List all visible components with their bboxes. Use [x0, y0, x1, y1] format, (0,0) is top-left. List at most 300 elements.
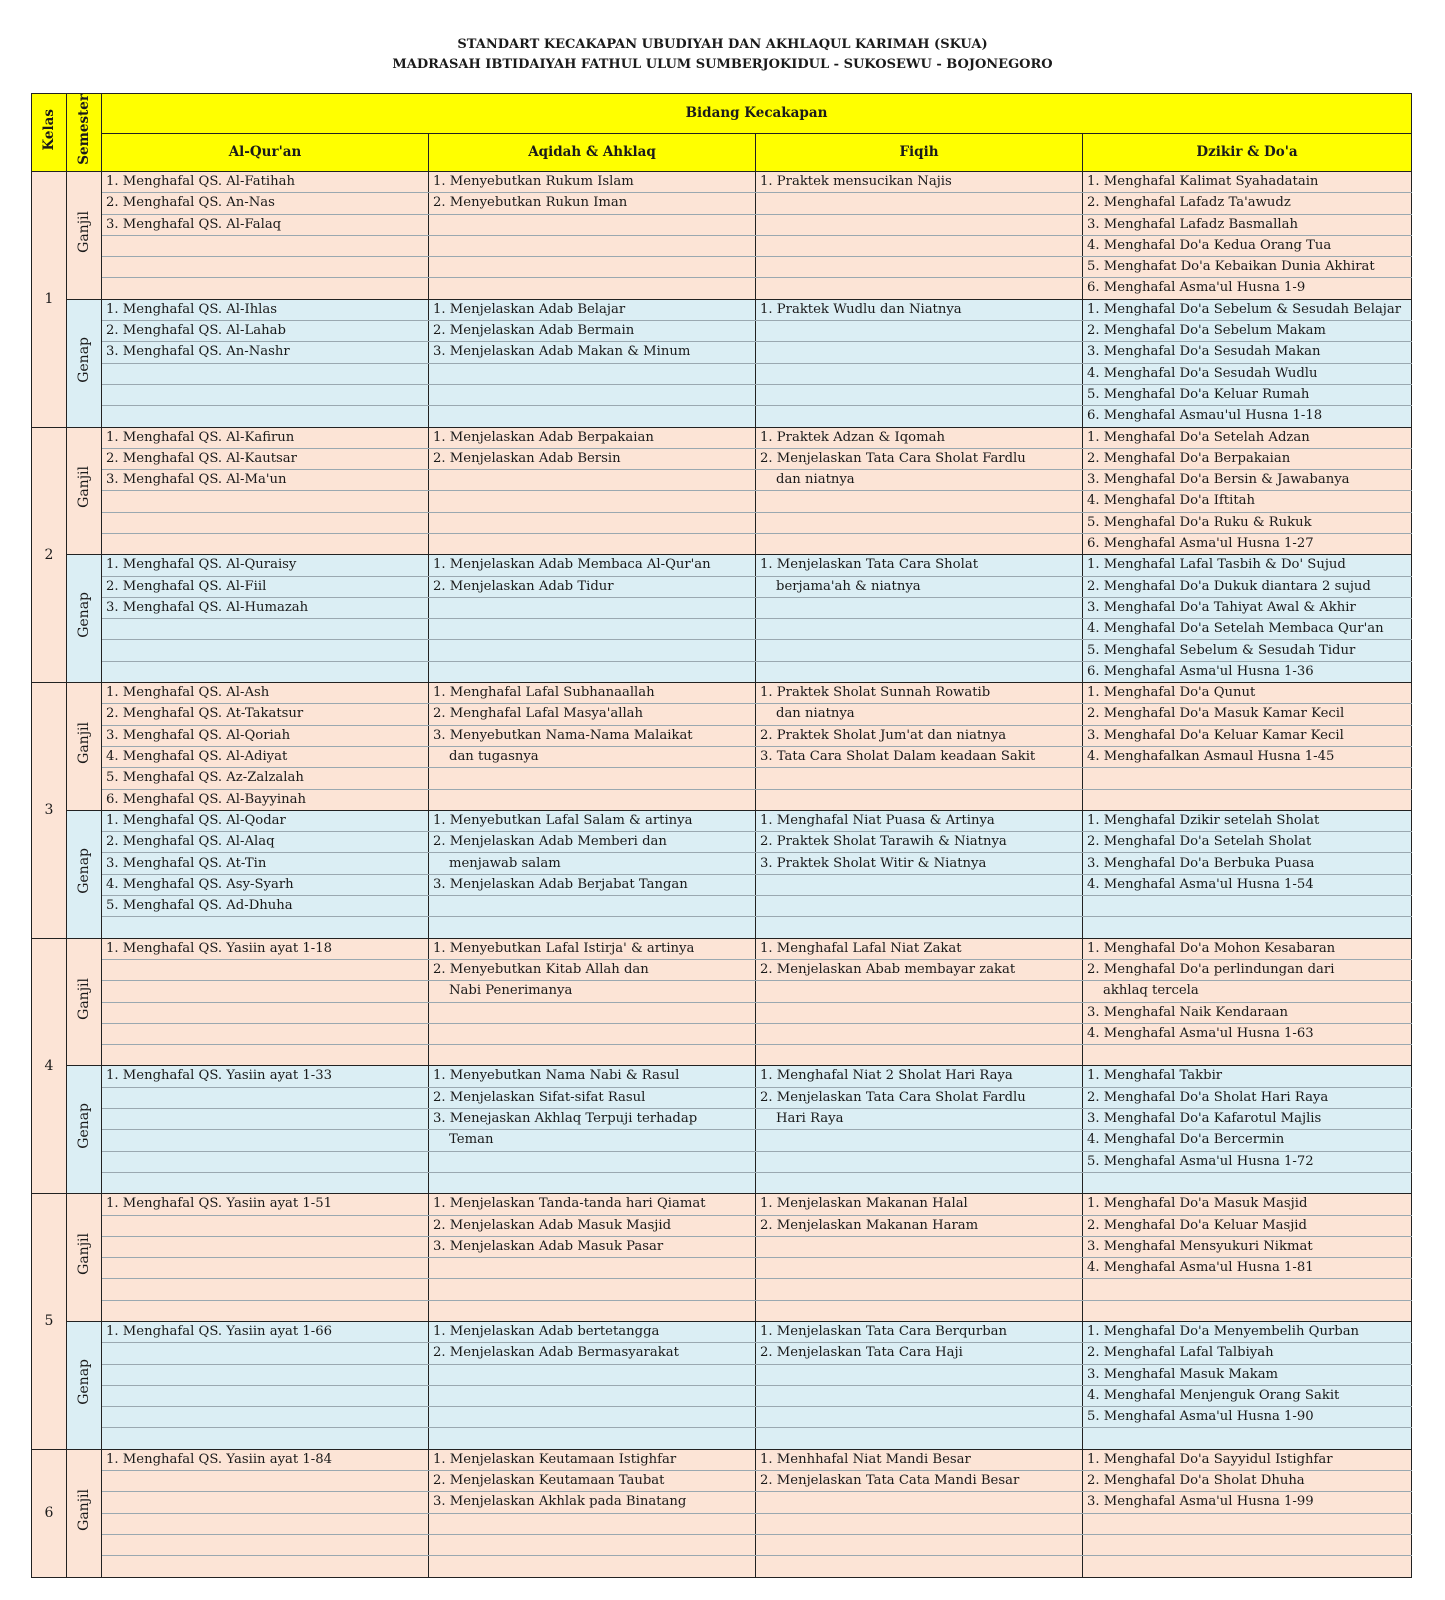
semester-label: Ganjil: [75, 1233, 92, 1275]
cell-fiqih: [756, 768, 1083, 789]
cell-fiqih: [756, 1130, 1083, 1151]
cell-fiqih: [756, 1045, 1083, 1066]
table-row: [32, 768, 1412, 789]
cell-aqidah: [429, 384, 756, 405]
semester-label: Genap: [75, 336, 92, 383]
cell-dzikir: 3. Menghafal Do'a Tahiyat Awal & Akhir: [1083, 597, 1412, 618]
column-header-dzikir: Dzikir & Do'a: [1083, 134, 1412, 172]
cell-fiqih: [756, 193, 1083, 214]
cell-fiqih: [756, 406, 1083, 427]
cell-dzikir: 5. Menghafal Sebelum & Sesudah Tidur: [1083, 640, 1412, 661]
semester-label: Genap: [75, 592, 92, 638]
semester-cell: [67, 1449, 102, 1577]
cell-aqidah: 1. Menjelaskan Adab Membaca Al-Qur'an: [429, 555, 756, 576]
cell-alquran: 6. Menghafal QS. Al-Bayyinah: [102, 789, 429, 810]
cell-fiqih: [756, 789, 1083, 810]
cell-alquran: [102, 1364, 429, 1385]
cell-alquran: [102, 534, 429, 555]
cell-fiqih: 1. Menjelaskan Tata Cara Berqurban: [756, 1321, 1083, 1342]
cell-dzikir: 6. Menghafal Asmau'ul Husna 1-18: [1083, 406, 1412, 427]
cell-fiqih: 2. Menjelaskan Makanan Haram: [756, 1215, 1083, 1236]
cell-fiqih: [756, 1279, 1083, 1300]
cell-fiqih: [756, 1492, 1083, 1513]
table-row: [32, 917, 1412, 938]
cell-aqidah: 2. Menjelaskan Adab Masuk Masjid: [429, 1215, 756, 1236]
table-row: [32, 640, 1412, 661]
cell-fiqih: [756, 363, 1083, 384]
cell-alquran: 1. Menghafal QS. Yasiin ayat 1-51: [102, 1194, 429, 1215]
kelas-cell: 2: [32, 427, 67, 683]
cell-dzikir: 3. Menghafal Masuk Makam: [1083, 1364, 1412, 1385]
kelas-cell: 1: [32, 171, 67, 427]
cell-aqidah: [429, 1300, 756, 1321]
cell-dzikir: 2. Menghafal Do'a Sholat Hari Raya: [1083, 1087, 1412, 1108]
cell-aqidah: [429, 1556, 756, 1577]
kelas-cell: 3: [32, 683, 67, 939]
column-header-fiqih: Fiqih: [756, 134, 1083, 172]
cell-aqidah: [429, 491, 756, 512]
cell-dzikir: 1. Menghafal Dzikir setelah Sholat: [1083, 810, 1412, 831]
skua-table: [31, 93, 1412, 1578]
cell-alquran: [102, 1109, 429, 1130]
cell-dzikir: 1. Menghafal Do'a Masuk Masjid: [1083, 1194, 1412, 1215]
cell-alquran: 4. Menghafal QS. Al-Adiyat: [102, 746, 429, 767]
table-row: [32, 1343, 1412, 1364]
cell-alquran: [102, 257, 429, 278]
table-row: [32, 1151, 1412, 1172]
cell-dzikir: 5. Menghafal Do'a Ruku & Rukuk: [1083, 512, 1412, 533]
cell-dzikir: 1. Menghafal Takbir: [1083, 1066, 1412, 1087]
table-row: [32, 1258, 1412, 1279]
cell-dzikir: 3. Menghafal Do'a Bersin & Jawabanya: [1083, 470, 1412, 491]
cell-alquran: 1. Menghafal QS. Yasiin ayat 1-84: [102, 1449, 429, 1470]
cell-aqidah: 3. Menjelaskan Adab Makan & Minum: [429, 342, 756, 363]
cell-fiqih: [756, 896, 1083, 917]
semester-cell: [67, 938, 102, 1066]
table-row: [32, 406, 1412, 427]
cell-dzikir: [1083, 1045, 1412, 1066]
cell-dzikir: 2. Menghafal Lafal Talbiyah: [1083, 1343, 1412, 1364]
cell-alquran: [102, 406, 429, 427]
cell-aqidah: 2. Menjelaskan Adab Bermain: [429, 321, 756, 342]
cell-dzikir: 4. Menghafal Asma'ul Husna 1-81: [1083, 1258, 1412, 1279]
table-row: [32, 1534, 1412, 1555]
semester-cell: [67, 171, 102, 299]
cell-aqidah: [429, 1279, 756, 1300]
cell-aqidah: 1. Menjelaskan Keutamaan Istighfar: [429, 1449, 756, 1470]
cell-aqidah: 2. Menjelaskan Keutamaan Taubat: [429, 1471, 756, 1492]
cell-fiqih: dan niatnya: [756, 470, 1083, 491]
cell-dzikir: 1. Menghafal Do'a Menyembelih Qurban: [1083, 1321, 1412, 1342]
table-row: [32, 896, 1412, 917]
kelas-header: Kelas: [32, 94, 67, 172]
cell-aqidah: [429, 1385, 756, 1406]
cell-dzikir: [1083, 1172, 1412, 1193]
cell-alquran: [102, 1471, 429, 1492]
cell-fiqih: [756, 1236, 1083, 1257]
semester-cell: [67, 1066, 102, 1194]
cell-dzikir: 1. Menghafal Do'a Mohon Kesabaran: [1083, 938, 1412, 959]
table-row: [32, 427, 1412, 448]
cell-aqidah: 2. Menjelaskan Adab Bermasyarakat: [429, 1343, 756, 1364]
semester-cell: [67, 555, 102, 683]
cell-alquran: 1. Menghafal QS. Al-Qodar: [102, 810, 429, 831]
cell-alquran: [102, 1407, 429, 1428]
cell-alquran: [102, 619, 429, 640]
cell-aqidah: [429, 534, 756, 555]
table-row: [32, 448, 1412, 469]
cell-dzikir: 2. Menghafal Lafadz Ta'awudz: [1083, 193, 1412, 214]
semester-label: Ganjil: [75, 210, 92, 253]
cell-fiqih: [756, 981, 1083, 1002]
cell-aqidah: [429, 235, 756, 256]
cell-aqidah: [429, 661, 756, 682]
semester-label: Ganjil: [75, 721, 92, 764]
cell-alquran: [102, 1279, 429, 1300]
table-row: [32, 725, 1412, 746]
cell-alquran: 1. Menghafal QS. Yasiin ayat 1-33: [102, 1066, 429, 1087]
cell-dzikir: [1083, 1300, 1412, 1321]
cell-fiqih: [756, 278, 1083, 299]
cell-aqidah: [429, 896, 756, 917]
cell-aqidah: Nabi Penerimanya: [429, 981, 756, 1002]
cell-fiqih: [756, 619, 1083, 640]
cell-fiqih: [756, 1428, 1083, 1449]
cell-fiqih: 2. Menjelaskan Tata Cara Haji: [756, 1343, 1083, 1364]
cell-alquran: 1. Menghafal QS. Al-Ihlas: [102, 299, 429, 320]
cell-aqidah: [429, 470, 756, 491]
semester-cell: [67, 1321, 102, 1449]
table-row: [32, 171, 1412, 192]
cell-dzikir: 6. Menghafal Asma'ul Husna 1-36: [1083, 661, 1412, 682]
cell-dzikir: 1. Menghafal Lafal Tasbih & Do' Sujud: [1083, 555, 1412, 576]
cell-dzikir: 2. Menghafal Do'a Keluar Masjid: [1083, 1215, 1412, 1236]
table-row: [32, 959, 1412, 980]
cell-alquran: [102, 661, 429, 682]
cell-aqidah: Teman: [429, 1130, 756, 1151]
cell-aqidah: [429, 1002, 756, 1023]
table-row: [32, 1407, 1412, 1428]
cell-aqidah: 3. Menyebutkan Nama-Nama Malaikat: [429, 725, 756, 746]
cell-dzikir: 4. Menghafalkan Asmaul Husna 1-45: [1083, 746, 1412, 767]
document-title: STANDART KECAKAPAN UBUDIYAH DAN AKHLAQUL KARIMAH (SKUA): [457, 37, 988, 52]
cell-alquran: [102, 1087, 429, 1108]
table-row: [32, 1045, 1412, 1066]
cell-fiqih: 1. Menghafal Niat 2 Sholat Hari Raya: [756, 1066, 1083, 1087]
cell-dzikir: 1. Menghafal Do'a Qunut: [1083, 683, 1412, 704]
cell-dzikir: 5. Menghafat Do'a Kebaikan Dunia Akhirat: [1083, 257, 1412, 278]
cell-alquran: [102, 1130, 429, 1151]
table-row: [32, 1300, 1412, 1321]
table-row: [32, 853, 1412, 874]
cell-aqidah: [429, 619, 756, 640]
cell-fiqih: 1. Menhhafal Niat Mandi Besar: [756, 1449, 1083, 1470]
cell-aqidah: [429, 363, 756, 384]
cell-alquran: 1. Menghafal QS. Yasiin ayat 1-66: [102, 1321, 429, 1342]
cell-alquran: [102, 235, 429, 256]
table-row: [32, 1321, 1412, 1342]
cell-alquran: 2. Menghafal QS. At-Takatsur: [102, 704, 429, 725]
cell-alquran: [102, 1023, 429, 1044]
table-row: [32, 789, 1412, 810]
kelas-cell: 6: [32, 1449, 67, 1577]
table-row: [32, 832, 1412, 853]
cell-dzikir: 1. Menghafal Kalimat Syahadatain: [1083, 171, 1412, 192]
cell-dzikir: [1083, 768, 1412, 789]
cell-aqidah: 3. Menjelaskan Adab Masuk Pasar: [429, 1236, 756, 1257]
table-row: [32, 193, 1412, 214]
table-row: [32, 555, 1412, 576]
cell-dzikir: 4. Menghafal Menjenguk Orang Sakit: [1083, 1385, 1412, 1406]
cell-aqidah: [429, 1023, 756, 1044]
cell-dzikir: 3. Menghafal Mensyukuri Nikmat: [1083, 1236, 1412, 1257]
cell-dzikir: 5. Menghafal Asma'ul Husna 1-72: [1083, 1151, 1412, 1172]
cell-dzikir: 3. Menghafal Asma'ul Husna 1-99: [1083, 1492, 1412, 1513]
table-row: [32, 1449, 1412, 1470]
cell-fiqih: 1. Praktek Adzan & Iqomah: [756, 427, 1083, 448]
cell-fiqih: 2. Menjelaskan Tata Cara Sholat Fardlu: [756, 1087, 1083, 1108]
cell-aqidah: [429, 1258, 756, 1279]
cell-alquran: [102, 1513, 429, 1534]
cell-dzikir: 4. Menghafal Do'a Iftitah: [1083, 491, 1412, 512]
table-row: [32, 363, 1412, 384]
cell-fiqih: [756, 661, 1083, 682]
table-row: [32, 512, 1412, 533]
table-row: [32, 342, 1412, 363]
cell-alquran: 2. Menghafal QS. Al-Alaq: [102, 832, 429, 853]
cell-fiqih: [756, 1364, 1083, 1385]
cell-fiqih: [756, 1385, 1083, 1406]
table-row: [32, 981, 1412, 1002]
semester-label: Ganjil: [75, 977, 92, 1020]
cell-alquran: [102, 1492, 429, 1513]
cell-aqidah: 1. Menyebutkan Lafal Istirja' & artinya: [429, 938, 756, 959]
table-row: [32, 1194, 1412, 1215]
cell-dzikir: 3. Menghafal Do'a Sesudah Makan: [1083, 342, 1412, 363]
cell-alquran: [102, 1045, 429, 1066]
cell-fiqih: [756, 1556, 1083, 1577]
semester-cell: [67, 1194, 102, 1322]
cell-aqidah: 3. Menjelaskan Akhlak pada Binatang: [429, 1492, 756, 1513]
cell-aqidah: [429, 1172, 756, 1193]
table-row: [32, 1130, 1412, 1151]
cell-aqidah: [429, 1513, 756, 1534]
cell-dzikir: 4. Menghafal Asma'ul Husna 1-54: [1083, 874, 1412, 895]
cell-alquran: 1. Menghafal QS. Al-Fatihah: [102, 171, 429, 192]
cell-aqidah: 2. Menghafal Lafal Masya'allah: [429, 704, 756, 725]
table-row: [32, 278, 1412, 299]
cell-aqidah: [429, 1045, 756, 1066]
table-row: [32, 321, 1412, 342]
cell-alquran: [102, 981, 429, 1002]
cell-alquran: 3. Menghafal QS. Al-Qoriah: [102, 725, 429, 746]
cell-fiqih: 1. Menjelaskan Tata Cara Sholat: [756, 555, 1083, 576]
cell-dzikir: [1083, 896, 1412, 917]
cell-aqidah: 3. Menejaskan Akhlaq Terpuji terhadap: [429, 1109, 756, 1130]
cell-dzikir: 5. Menghafal Do'a Keluar Rumah: [1083, 384, 1412, 405]
cell-dzikir: 4. Menghafal Do'a Kedua Orang Tua: [1083, 235, 1412, 256]
cell-dzikir: 4. Menghafal Do'a Setelah Membaca Qur'an: [1083, 619, 1412, 640]
cell-aqidah: [429, 1364, 756, 1385]
cell-fiqih: 1. Menjelaskan Makanan Halal: [756, 1194, 1083, 1215]
cell-aqidah: [429, 597, 756, 618]
cell-alquran: 1. Menghafal QS. Al-Kafirun: [102, 427, 429, 448]
table-row: [32, 874, 1412, 895]
cell-alquran: 5. Menghafal QS. Az-Zalzalah: [102, 768, 429, 789]
cell-dzikir: 4. Menghafal Asma'ul Husna 1-63: [1083, 1023, 1412, 1044]
table-row: [32, 810, 1412, 831]
table-row: [32, 1236, 1412, 1257]
cell-alquran: [102, 1385, 429, 1406]
cell-fiqih: 2. Menjelaskan Tata Cara Sholat Fardlu: [756, 448, 1083, 469]
cell-aqidah: [429, 214, 756, 235]
cell-alquran: [102, 959, 429, 980]
kelas-cell: 5: [32, 1194, 67, 1450]
cell-dzikir: 6. Menghafal Asma'ul Husna 1-9: [1083, 278, 1412, 299]
cell-dzikir: 2. Menghafal Do'a Berpakaian: [1083, 448, 1412, 469]
cell-fiqih: [756, 597, 1083, 618]
semester-cell: [67, 427, 102, 555]
cell-aqidah: 1. Menjelaskan Adab Belajar: [429, 299, 756, 320]
table-row: [32, 384, 1412, 405]
cell-dzikir: 2. Menghafal Do'a Sholat Dhuha: [1083, 1471, 1412, 1492]
cell-aqidah: 1. Menghafal Lafal Subhanaallah: [429, 683, 756, 704]
cell-fiqih: [756, 235, 1083, 256]
cell-fiqih: 1. Praktek Wudlu dan Niatnya: [756, 299, 1083, 320]
cell-dzikir: 2. Menghafal Do'a Setelah Sholat: [1083, 832, 1412, 853]
cell-alquran: [102, 917, 429, 938]
cell-alquran: [102, 1343, 429, 1364]
cell-alquran: 3. Menghafal QS. Al-Humazah: [102, 597, 429, 618]
table-body: [32, 171, 1412, 1577]
cell-fiqih: [756, 1300, 1083, 1321]
table-row: [32, 1471, 1412, 1492]
cell-aqidah: 2. Menjelaskan Adab Tidur: [429, 576, 756, 597]
cell-alquran: [102, 363, 429, 384]
cell-aqidah: [429, 789, 756, 810]
table-row: [32, 534, 1412, 555]
cell-alquran: 2. Menghafal QS. Al-Fiil: [102, 576, 429, 597]
cell-fiqih: [756, 917, 1083, 938]
table-row: [32, 597, 1412, 618]
column-header-aqidah: Aqidah & Ahklaq: [429, 134, 756, 172]
table-row: [32, 1215, 1412, 1236]
cell-dzikir: 3. Menghafal Naik Kendaraan: [1083, 1002, 1412, 1023]
cell-alquran: 4. Menghafal QS. Asy-Syarh: [102, 874, 429, 895]
table-row: [32, 683, 1412, 704]
cell-fiqih: 1. Praktek Sholat Sunnah Rowatib: [756, 683, 1083, 704]
cell-alquran: [102, 1534, 429, 1555]
cell-fiqih: [756, 257, 1083, 278]
document-subtitle: MADRASAH IBTIDAIYAH FATHUL ULUM SUMBERJOKIDUL - SUKOSEWU - BOJONEGORO: [392, 57, 1053, 72]
semester-cell: [67, 299, 102, 427]
cell-fiqih: [756, 1407, 1083, 1428]
cell-alquran: [102, 1151, 429, 1172]
cell-dzikir: 6. Menghafal Asma'ul Husna 1-27: [1083, 534, 1412, 555]
cell-fiqih: [756, 1002, 1083, 1023]
cell-dzikir: 2. Menghafal Do'a Dukuk diantara 2 sujud: [1083, 576, 1412, 597]
table-row: [32, 1513, 1412, 1534]
table-row: [32, 1002, 1412, 1023]
cell-fiqih: [756, 1534, 1083, 1555]
cell-alquran: [102, 491, 429, 512]
cell-aqidah: [429, 1407, 756, 1428]
cell-aqidah: 1. Menjelaskan Adab bertetangga: [429, 1321, 756, 1342]
table-row: [32, 1428, 1412, 1449]
table-row: [32, 214, 1412, 235]
cell-alquran: [102, 1300, 429, 1321]
cell-dzikir: [1083, 917, 1412, 938]
semester-label: Genap: [75, 1103, 92, 1150]
cell-dzikir: [1083, 1534, 1412, 1555]
cell-fiqih: 2. Praktek Sholat Jum'at dan niatnya: [756, 725, 1083, 746]
semester-header: Semester: [67, 94, 102, 172]
cell-fiqih: 1. Praktek mensucikan Najis: [756, 171, 1083, 192]
cell-alquran: 1. Menghafal QS. Yasiin ayat 1-18: [102, 938, 429, 959]
cell-fiqih: [756, 512, 1083, 533]
cell-fiqih: [756, 1513, 1083, 1534]
table-row: [32, 257, 1412, 278]
cell-aqidah: 1. Menyebutkan Rukum Islam: [429, 171, 756, 192]
cell-aqidah: [429, 257, 756, 278]
cell-aqidah: [429, 917, 756, 938]
cell-alquran: 2. Menghafal QS. An-Nas: [102, 193, 429, 214]
table-row: [32, 491, 1412, 512]
cell-aqidah: 2. Menyebutkan Kitab Allah dan: [429, 959, 756, 980]
cell-dzikir: 3. Menghafal Do'a Kafarotul Majlis: [1083, 1109, 1412, 1130]
cell-aqidah: [429, 768, 756, 789]
cell-alquran: [102, 1172, 429, 1193]
cell-alquran: 1. Menghafal QS. Al-Quraisy: [102, 555, 429, 576]
semester-cell: [67, 810, 102, 938]
table-row: [32, 1492, 1412, 1513]
cell-aqidah: 1. Menjelaskan Tanda-tanda hari Qiamat: [429, 1194, 756, 1215]
cell-fiqih: 1. Menghafal Lafal Niat Zakat: [756, 938, 1083, 959]
cell-alquran: [102, 640, 429, 661]
cell-dzikir: [1083, 1428, 1412, 1449]
cell-fiqih: [756, 1258, 1083, 1279]
cell-alquran: [102, 512, 429, 533]
cell-fiqih: [756, 640, 1083, 661]
cell-fiqih: [756, 1151, 1083, 1172]
table-row: [32, 746, 1412, 767]
table-row: [32, 1109, 1412, 1130]
cell-aqidah: 2. Menjelaskan Adab Memberi dan: [429, 832, 756, 853]
table-row: [32, 1385, 1412, 1406]
table-row: [32, 299, 1412, 320]
cell-alquran: [102, 384, 429, 405]
table-row: [32, 470, 1412, 491]
cell-aqidah: 2. Menyebutkan Rukun Iman: [429, 193, 756, 214]
cell-alquran: 2. Menghafal QS. Al-Lahab: [102, 321, 429, 342]
cell-dzikir: [1083, 789, 1412, 810]
bidang-kecakapan-header: Bidang Kecakapan: [102, 94, 1412, 134]
cell-alquran: [102, 1215, 429, 1236]
table-row: [32, 1364, 1412, 1385]
cell-alquran: [102, 1236, 429, 1257]
cell-fiqih: [756, 874, 1083, 895]
cell-dzikir: [1083, 1279, 1412, 1300]
cell-dzikir: 3. Menghafal Do'a Keluar Kamar Kecil: [1083, 725, 1412, 746]
table-row: [32, 1172, 1412, 1193]
cell-dzikir: 2. Menghafal Do'a Masuk Kamar Kecil: [1083, 704, 1412, 725]
cell-fiqih: 1. Menghafal Niat Puasa & Artinya: [756, 810, 1083, 831]
column-header-alquran: Al-Qur'an: [102, 134, 429, 172]
cell-alquran: 3. Menghafal QS. An-Nashr: [102, 342, 429, 363]
cell-alquran: [102, 278, 429, 299]
cell-dzikir: [1083, 1556, 1412, 1577]
cell-aqidah: [429, 1428, 756, 1449]
